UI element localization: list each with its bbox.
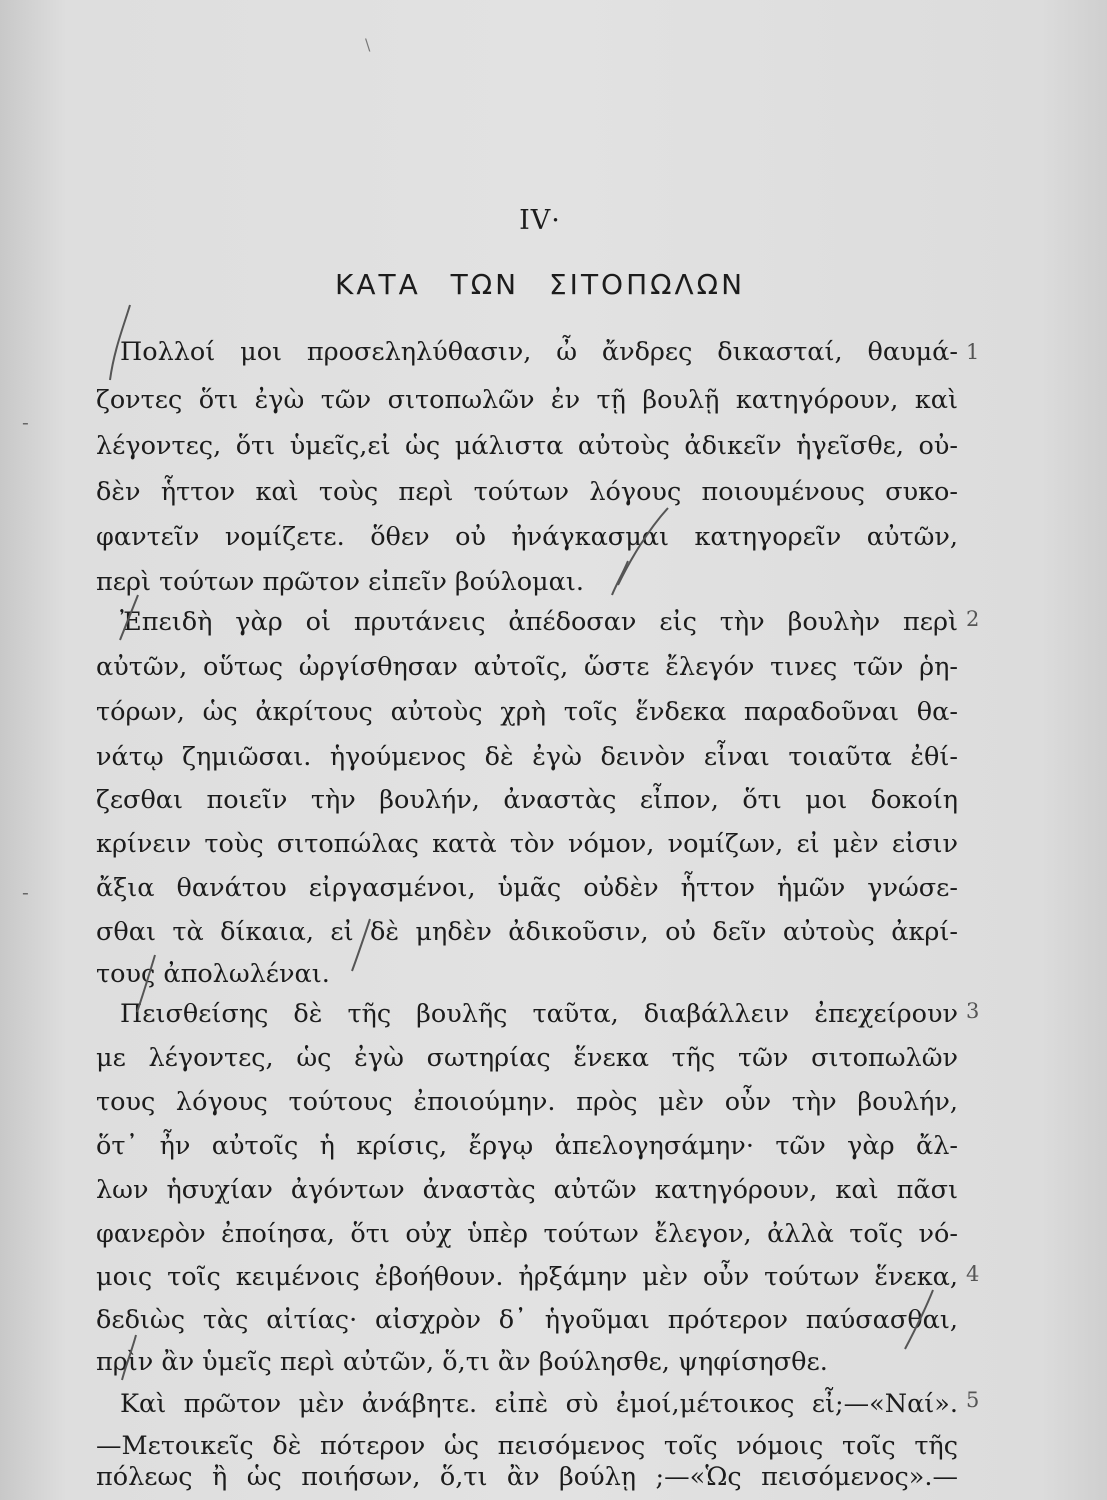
text-line: ἄξια θανάτου εἰργασμένοι, ὑμᾶς οὐδὲν ἧττον ἡμῶν γνώσε- xyxy=(96,873,958,903)
text-line: Πεισθείσης δὲ τῆς βουλῆς ταῦτα, διαβάλλειν ἐπεχείρουν xyxy=(120,999,958,1029)
stray-mark: \ xyxy=(365,35,371,54)
pencil-check-mark xyxy=(125,950,165,1020)
section-number: 3 xyxy=(966,999,980,1023)
text-line: μοις τοῖς κειμένοις ἐβοήθουν. ἠρξάμην μὲν οὖν τούτων ἕνεκα, xyxy=(96,1262,958,1292)
text-line: δεδιὼς τὰς αἰτίας· αἰσχρὸν δ᾽ ἡγοῦμαι πρότερον παύσασθαι, xyxy=(96,1305,958,1335)
text-line: δὲν ἧττον καὶ τοὺς περὶ τούτων λόγους ποιουμένους συκο- xyxy=(96,477,958,507)
text-line: —Μετοικεῖς δὲ πότερον ὡς πεισόμενος τοῖς νόμοις τοῖς τῆς xyxy=(96,1431,958,1461)
section-number: 4 xyxy=(966,1262,980,1286)
text-line: Πολλοί μοι προσεληλύθασιν, ὦ ἄνδρες δικασταί, θαυμά- xyxy=(120,337,958,367)
text-line: αὐτῶν, οὕτως ὠργίσθησαν αὐτοῖς, ὥστε ἔλεγόν τινες τῶν ῥη- xyxy=(96,652,958,682)
text-line: νάτῳ ζημιῶσαι. ἡγούμενος δὲ ἐγὼ δεινὸν εἶναι τοιαῦτα ἐθί- xyxy=(96,742,958,772)
margin-tick-mark: - xyxy=(22,880,29,904)
section-number: 2 xyxy=(966,607,980,631)
text-line: πρὶν ἂν ὑμεῖς περὶ αὐτῶν, ὅ,τι ἂν βούλησθε, ψηφίσησθε. xyxy=(96,1347,828,1377)
pencil-check-mark xyxy=(110,1330,150,1385)
text-line: κρίνειν τοὺς σιτοπώλας κατὰ τὸν νόμον, νομίζων, εἰ μὲν εἰσιν xyxy=(96,829,958,859)
text-line: Ἐπειδὴ γὰρ οἱ πρυτάνεις ἀπέδοσαν εἰς τὴν βουλὴν περὶ xyxy=(120,607,958,637)
text-line: φαντεῖν νομίζετε. ὅθεν οὐ ἠνάγκασμαι κατηγορεῖν αὐτῶν, xyxy=(96,522,958,552)
text-line: τους λόγους τούτους ἐποιούμην. πρὸς μὲν οὖν τὴν βουλήν, xyxy=(96,1087,958,1117)
pencil-check-mark xyxy=(110,590,150,650)
text-line: περὶ τούτων πρῶτον εἰπεῖν βούλομαι. xyxy=(96,567,584,597)
text-line: ζεσθαι ποιεῖν τὴν βουλήν, ἀναστὰς εἶπον, ὅτι μοι δοκοίη xyxy=(96,785,958,815)
pencil-check-mark xyxy=(600,555,640,600)
text-line: Καὶ πρῶτον μὲν ἀνάβητε. εἰπὲ σὺ ἐμοί,μέτοικος εἶ;—«Ναί». xyxy=(120,1389,958,1419)
text-line: με λέγοντες, ὡς ἐγὼ σωτηρίας ἕνεκα τῆς τῶν σιτοπωλῶν xyxy=(96,1043,958,1073)
pencil-check-mark xyxy=(100,300,140,390)
pencil-check-mark xyxy=(340,915,380,975)
chapter-title: ΚΑΤΑ ΤΩΝ ΣΙΤΟΠΩΛΩΝ xyxy=(334,268,746,301)
pencil-check-mark xyxy=(895,1285,945,1355)
section-number: 1 xyxy=(966,340,980,364)
margin-tick-mark: - xyxy=(22,410,29,434)
text-line: ὅτ᾽ ἦν αὐτοῖς ἡ κρίσις, ἔργῳ ἀπελογησάμην· τῶν γὰρ ἄλ- xyxy=(96,1131,958,1161)
text-line: τους ἀπολωλέναι. xyxy=(96,959,330,989)
text-line: πόλεως ἢ ὡς ποιήσων, ὅ,τι ἂν βούλῃ ;—«Ὡς πεισόμενος».— xyxy=(96,1462,958,1492)
text-line: ζοντες ὅτι ἐγὼ τῶν σιτοπωλῶν ἐν τῇ βουλῇ κατηγόρουν, καὶ xyxy=(96,385,958,415)
text-line: λων ἡσυχίαν ἀγόντων ἀναστὰς αὐτῶν κατηγόρουν, καὶ πᾶσι xyxy=(96,1175,958,1205)
text-line: τόρων, ὡς ἀκρίτους αὐτοὺς χρὴ τοῖς ἕνδεκα παραδοῦναι θα- xyxy=(96,697,958,727)
chapter-numeral: IV· xyxy=(519,205,561,236)
text-line: φανερὸν ἐποίησα, ὅτι οὐχ ὑπὲρ τούτων ἔλεγον, ἀλλὰ τοῖς νό- xyxy=(96,1219,958,1249)
text-line: σθαι τὰ δίκαια, εἰ δὲ μηδὲν ἀδικοῦσιν, οὐ δεῖν αὐτοὺς ἀκρί- xyxy=(96,917,958,947)
text-line: λέγοντες, ὅτι ὑμεῖς,εἰ ὡς μάλιστα αὐτοὺς ἀδικεῖν ἡγεῖσθε, οὐ- xyxy=(96,431,958,461)
section-number: 5 xyxy=(966,1388,980,1412)
